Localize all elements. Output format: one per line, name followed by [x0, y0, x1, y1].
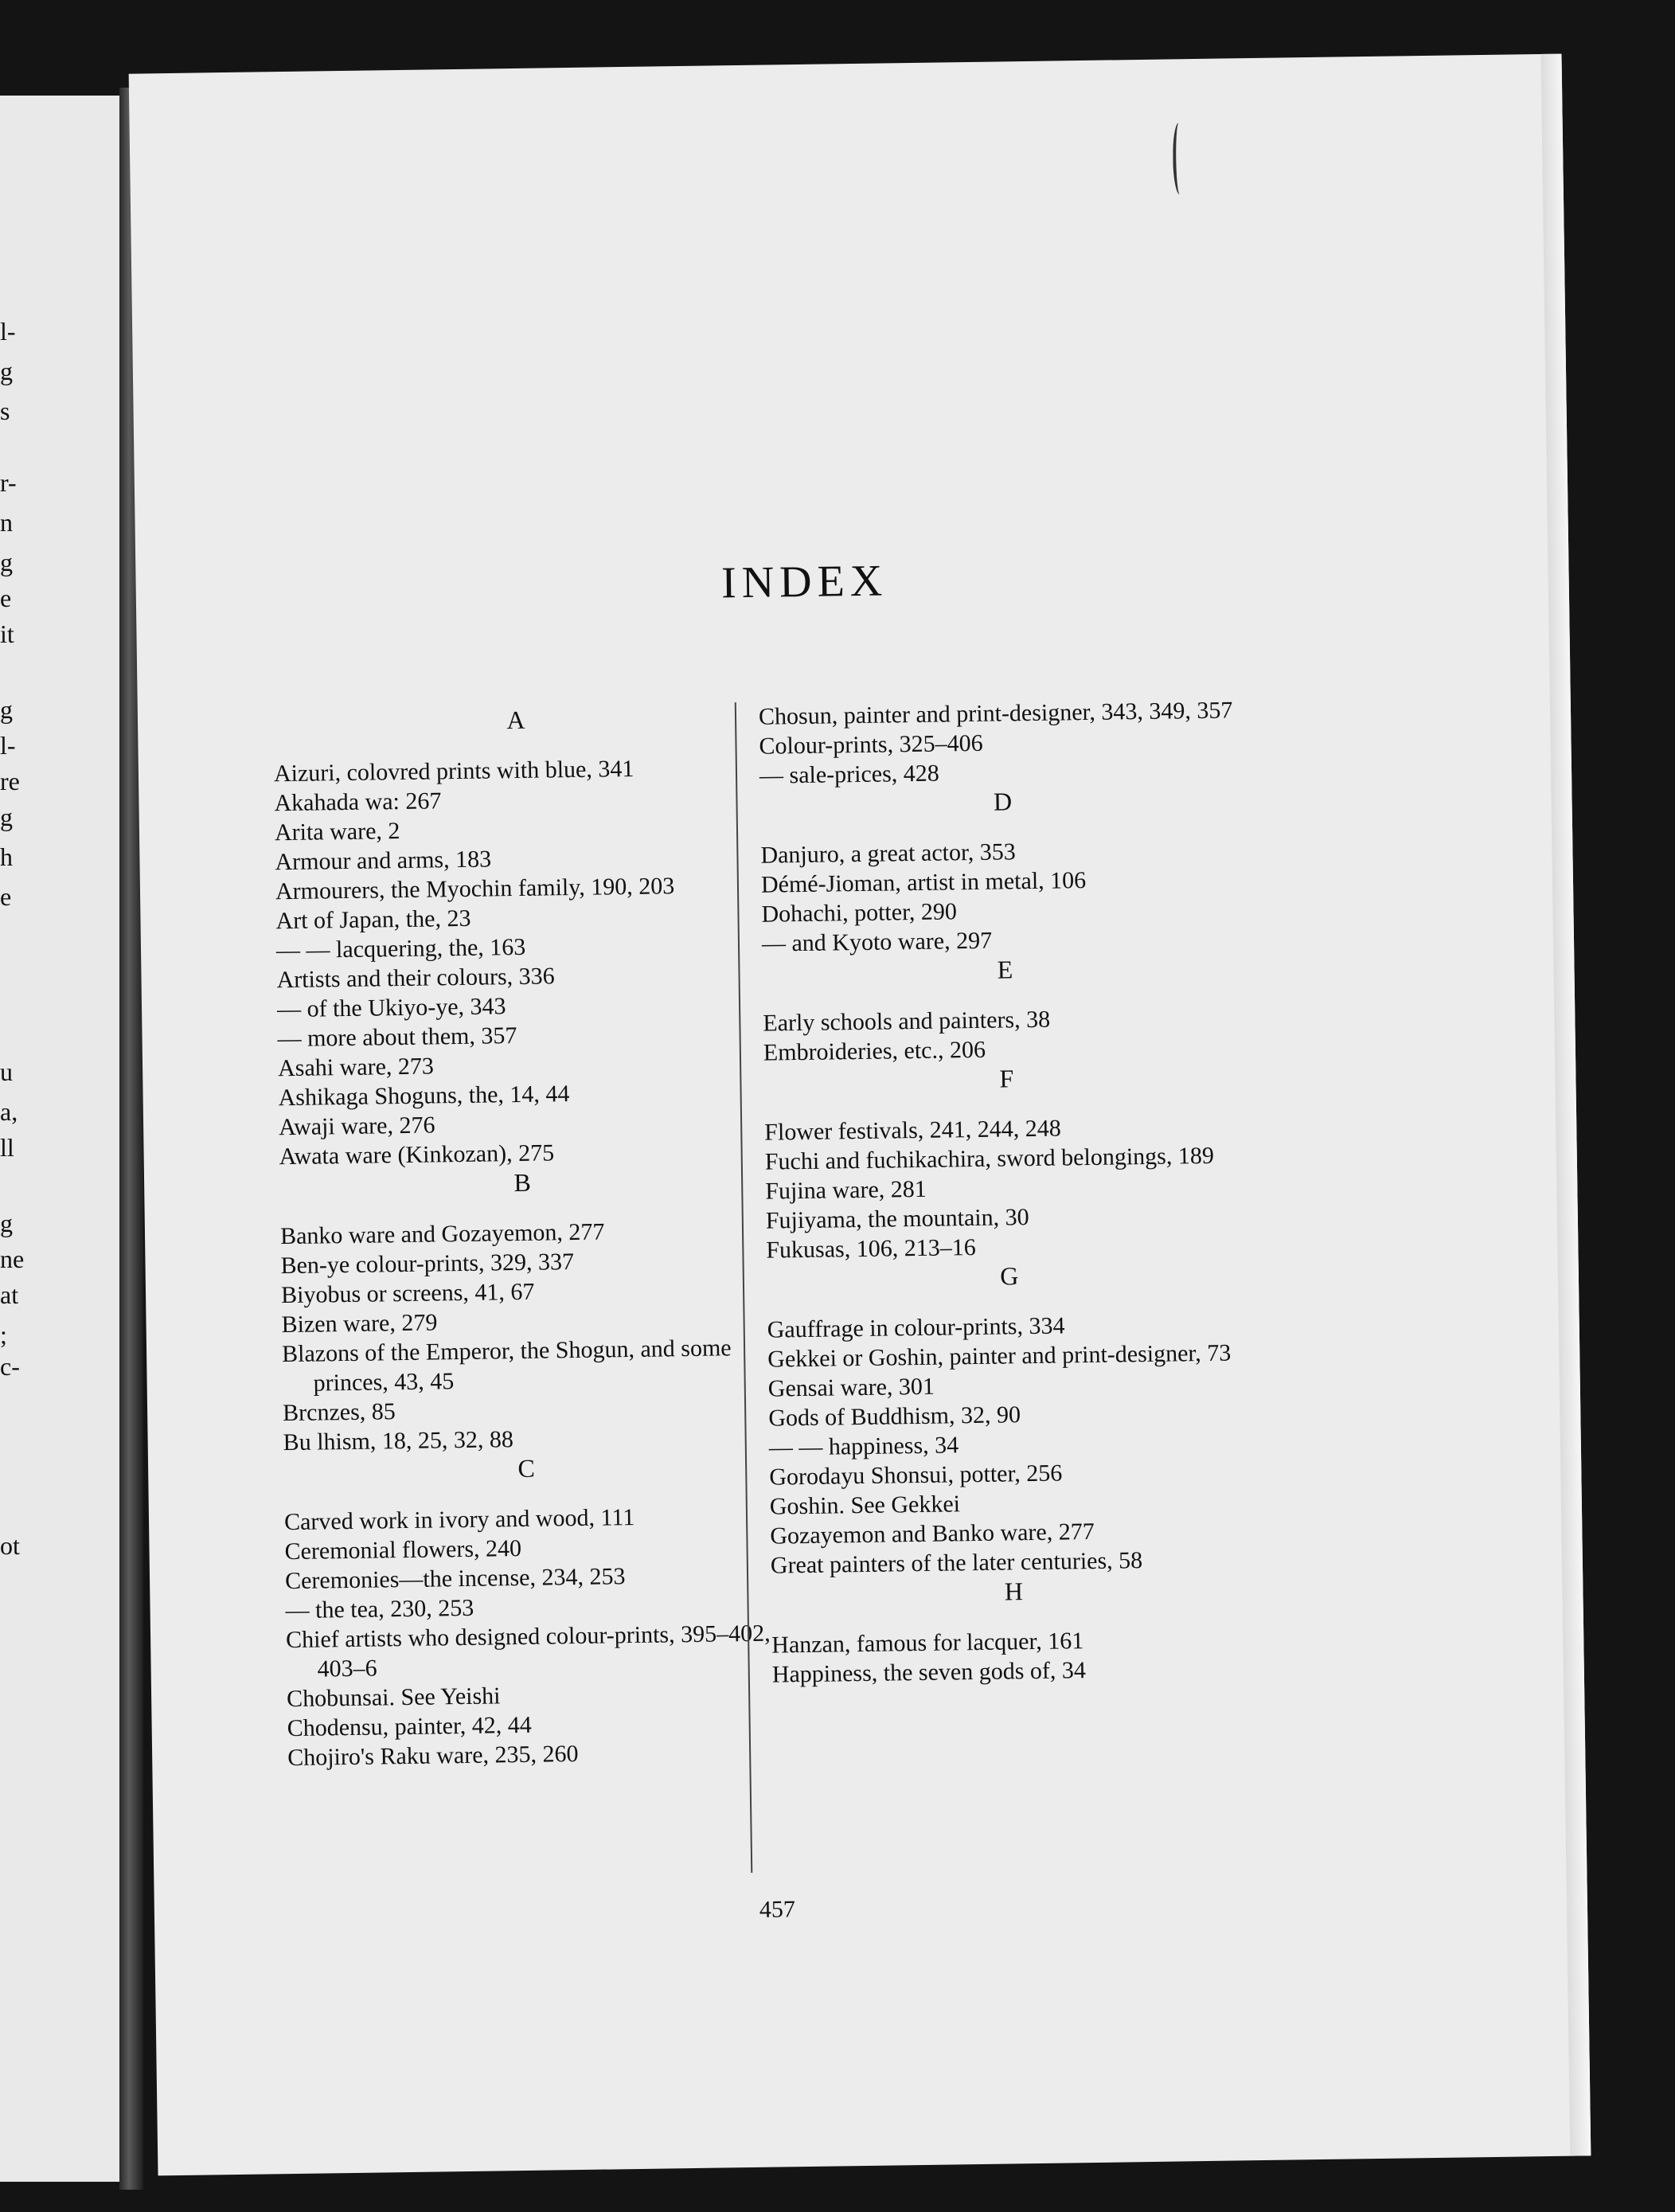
previous-page-text-fragment: g: [0, 695, 13, 724]
index-entry: Aizuri, colovred prints with blue, 341: [273, 755, 634, 787]
index-entry: Chosun, painter and print-designer, 343, 349, 357: [758, 697, 1233, 730]
index-entry: Early schools and painters, 38: [763, 1006, 1051, 1037]
previous-page-text-fragment: g: [0, 357, 13, 385]
index-entry: Carved work in ivory and wood, 111: [283, 1503, 635, 1536]
index-page: [129, 54, 1591, 2176]
index-entry: Gozayemon and Banko ware, 277: [770, 1518, 1095, 1550]
index-entry: Ceremonial flowers, 240: [284, 1534, 522, 1565]
previous-page-text-fragment: ll: [0, 1133, 14, 1162]
index-section: [279, 1165, 769, 1457]
previous-page-text-fragment: g: [0, 1209, 13, 1237]
index-entry: Chief artists who designed colour-prints, 395–402, 403–6: [285, 1620, 771, 1682]
section-letter: H: [1004, 1577, 1024, 1606]
index-section: [762, 952, 1249, 1068]
previous-page-text-fragment: at: [0, 1280, 19, 1309]
section-letter: C: [517, 1453, 536, 1483]
index-entry: — more about them, 357: [277, 1022, 517, 1053]
index-section: [283, 1451, 773, 1772]
index-entry: Armour and arms, 183: [275, 846, 492, 876]
index-entry: Banko ware and Gozayemon, 277: [279, 1218, 605, 1250]
previous-page-text-fragment: c-: [0, 1352, 20, 1381]
index-column-left: [273, 702, 774, 1772]
index-entry: Asahi ware, 273: [277, 1053, 435, 1082]
index-section: [759, 695, 1245, 791]
index-entry: Art of Japan, the, 23: [275, 905, 471, 935]
previous-page-text-fragment: l-: [0, 317, 16, 346]
page-number: 457: [759, 1896, 796, 1923]
index-entry: Fujina ware, 281: [765, 1175, 927, 1205]
index-entry: Chobunsai. See Yeishi: [286, 1682, 501, 1713]
index-section: [273, 702, 765, 1171]
index-entry: Bu lhism, 18, 25, 32, 88: [283, 1426, 514, 1456]
previous-page-text-fragment: u: [0, 1057, 13, 1086]
index-entry: Blazons of the Emperor, the Shogun, and some princes, 43, 45: [281, 1335, 732, 1397]
section-letter: B: [513, 1167, 532, 1198]
index-entry: Bizen ware, 279: [281, 1309, 438, 1339]
index-entry: — — lacquering, the, 163: [275, 933, 526, 964]
previous-page-text-fragment: s: [0, 397, 10, 425]
index-entry: Chojiro's Raku ware, 235, 260: [287, 1741, 579, 1772]
previous-page-text-fragment: g: [0, 548, 13, 576]
index-entry: — sale-prices, 428: [759, 760, 940, 789]
index-entry: Hanzan, famous for lacquer, 161: [771, 1628, 1084, 1659]
index-entry: — — happiness, 34: [768, 1432, 959, 1461]
index-entry: Fujiyama, the mountain, 30: [765, 1204, 1029, 1234]
index-column-right: [759, 695, 1258, 1689]
index-section: [767, 1258, 1256, 1580]
previous-page-text-fragment: e: [0, 882, 12, 911]
page-edge: [1540, 54, 1591, 2156]
section-letter: G: [1000, 1261, 1019, 1291]
previous-page-text-fragment: a,: [0, 1097, 18, 1126]
index-entry: Awaji ware, 276: [278, 1112, 435, 1141]
previous-page-text-fragment: ot: [0, 1531, 20, 1560]
index-entry: Gauffrage in colour-prints, 334: [767, 1312, 1065, 1343]
index-entry: Dohachi, potter, 290: [761, 898, 958, 928]
previous-page-text-fragment: e: [0, 584, 12, 612]
index-entry: Great painters of the later centuries, 58: [770, 1547, 1143, 1579]
index-entry: Armourers, the Myochin family, 190, 203: [275, 873, 675, 905]
index-entry: Akahada wa: 267: [274, 787, 442, 817]
index-entry: Gods of Buddhism, 32, 90: [768, 1401, 1021, 1432]
index-section: [759, 784, 1247, 958]
index-entry: — and Kyoto ware, 297: [761, 927, 993, 957]
section-letter: E: [997, 955, 1013, 984]
previous-page-text-fragment: g: [0, 803, 13, 831]
previous-page-text-fragment: it: [0, 619, 14, 648]
index-entry: — the tea, 230, 253: [285, 1594, 474, 1624]
index-section: [771, 1573, 1258, 1690]
index-entry: Gorodayu Shonsui, potter, 256: [769, 1460, 1063, 1491]
previous-page-text-fragment: re: [0, 767, 20, 795]
previous-page-text-fragment: h: [0, 842, 13, 871]
previous-page-edge: [0, 96, 119, 2182]
previous-page-text-fragment: r-: [0, 468, 17, 497]
previous-page-text-fragment: n: [0, 508, 13, 537]
index-entry: Fukusas, 106, 213–16: [766, 1233, 976, 1264]
page-title: INDEX: [720, 556, 888, 608]
index-entry: Brcnzes, 85: [282, 1398, 396, 1427]
page-tear-mark: [1173, 123, 1186, 194]
index-entry: Gekkei or Goshin, painter and print-designer, 73: [767, 1339, 1232, 1373]
index-entry: Colour-prints, 325–406: [759, 729, 983, 760]
previous-page-text-fragment: l-: [0, 731, 16, 760]
index-entry: Ashikaga Shoguns, the, 14, 44: [278, 1081, 570, 1112]
index-entry: Flower festivals, 241, 244, 248: [764, 1115, 1061, 1146]
index-entry: Happiness, the seven gods of, 34: [771, 1657, 1087, 1688]
index-entry: Gensai ware, 301: [767, 1373, 935, 1402]
index-entry: Ben-ye colour-prints, 329, 337: [280, 1249, 575, 1280]
index-entry: Awata ware (Kinkozan), 275: [279, 1139, 555, 1170]
index-entry: — of the Ukiyo-ye, 343: [276, 993, 506, 1023]
section-letter: D: [993, 787, 1013, 816]
previous-page-text-fragment: ;: [0, 1320, 7, 1349]
index-entry: Chodensu, painter, 42, 44: [287, 1711, 532, 1742]
section-letter: A: [506, 705, 525, 735]
index-entry: Goshin. See Gekkei: [769, 1491, 961, 1520]
index-section: [763, 1061, 1251, 1264]
index-entry: Arita ware, 2: [274, 818, 400, 846]
index-entry: Embroideries, etc., 206: [763, 1036, 986, 1066]
index-entry: Fuchi and fuchikachira, sword belongings, 189: [764, 1142, 1215, 1175]
index-entry: Artists and their colours, 336: [276, 963, 555, 994]
index-entry: Danjuro, a great actor, 353: [760, 838, 1016, 869]
index-entry: Démé-Jioman, artist in metal, 106: [760, 867, 1087, 898]
previous-page-text-fragment: ne: [0, 1245, 25, 1273]
index-entry: Ceremonies—the incense, 234, 253: [284, 1563, 626, 1595]
section-letter: F: [999, 1064, 1014, 1093]
index-entry: Biyobus or screens, 41, 67: [280, 1278, 535, 1309]
